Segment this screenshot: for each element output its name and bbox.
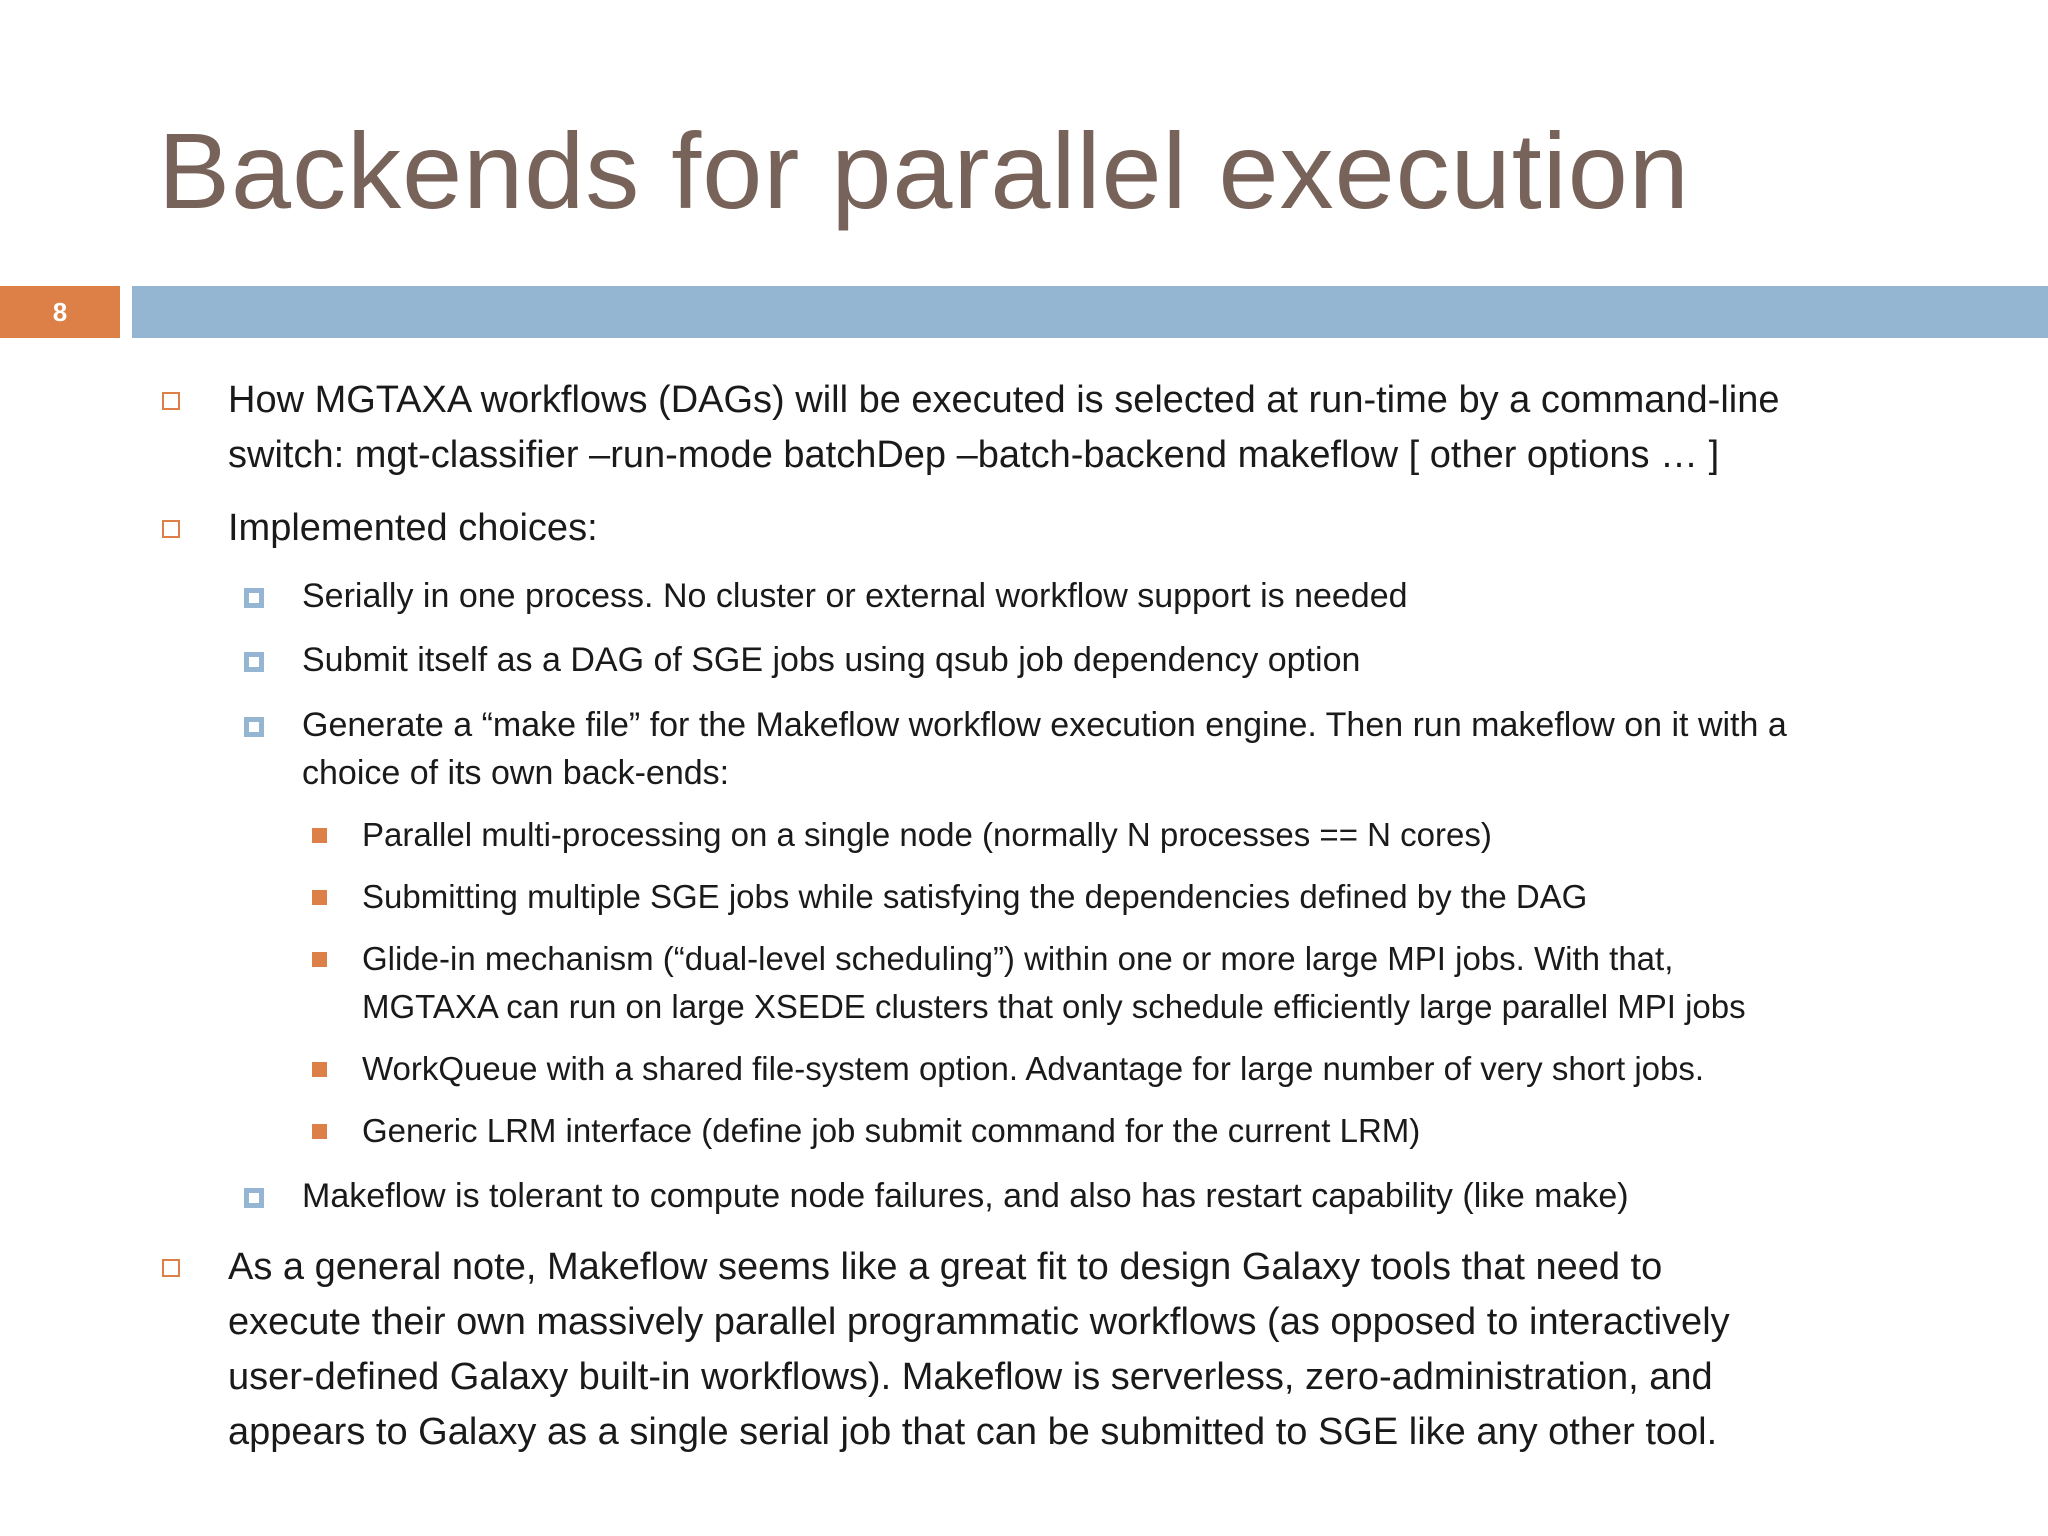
- bullet-text-line: Implemented choices:: [228, 507, 598, 549]
- subsubbullet-glide-in: [362, 935, 1746, 1031]
- bullet-text-line: Serially in one process. No cluster or external workflow support is needed: [302, 577, 1408, 615]
- square-bullet-icon: [162, 392, 180, 410]
- bullet-text-line: appears to Galaxy as a single serial job that can be submitted to SGE like any other tool.: [228, 1411, 1718, 1453]
- subsubbullet-multiprocessing: [362, 811, 1492, 859]
- slide-title: Backends for parallel execution: [158, 110, 1690, 231]
- subsubbullet-generic-lrm: [362, 1107, 1420, 1155]
- bullet-general-note: [228, 1240, 1730, 1460]
- subbullet-sge-dag: [302, 636, 1360, 684]
- slide-number: 8: [0, 286, 120, 338]
- bullet-text-line: switch: mgt-classifier –run-mode batchDep –batch-backend makeflow [ other options … ]: [228, 434, 1720, 476]
- bullet-text-line: Generate a “make file” for the Makeflow workflow execution engine. Then run makeflow on it with a: [302, 706, 1787, 744]
- square-bullet-icon: [312, 952, 327, 967]
- subsubbullet-sge-jobs: [362, 873, 1587, 921]
- bullet-text-line: As a general note, Makeflow seems like a great fit to design Galaxy tools that need to: [228, 1246, 1663, 1288]
- bullet-text-line: Submitting multiple SGE jobs while satisfying the dependencies defined by the DAG: [362, 878, 1588, 915]
- subbullet-serial: [302, 572, 1408, 620]
- bullet-text-line: user-defined Galaxy built-in workflows). Makeflow is serverless, zero-administration, and: [228, 1356, 1713, 1398]
- header-rule-bar: [132, 286, 2048, 338]
- bullet-run-mode-selection: [228, 373, 1780, 483]
- bullet-text-line: MGTAXA can run on large XSEDE clusters that only schedule efficiently large parallel MPI jobs: [362, 988, 1746, 1025]
- bullet-text-line: Makeflow is tolerant to compute node failures, and also has restart capability (like make): [302, 1177, 1629, 1215]
- square-bullet-icon: [312, 890, 327, 905]
- bullet-text-line: Submit itself as a DAG of SGE jobs using qsub job dependency option: [302, 641, 1361, 679]
- square-bullet-icon: [244, 588, 264, 608]
- subbullet-makeflow: [302, 701, 1787, 797]
- bullet-text-line: choice of its own back-ends:: [302, 754, 730, 792]
- subbullet-fault-tolerance: [302, 1172, 1629, 1220]
- square-bullet-icon: [244, 1188, 264, 1208]
- bullet-text-line: execute their own massively parallel programmatic workflows (as opposed to interactively: [228, 1301, 1730, 1343]
- square-bullet-icon: [312, 1124, 327, 1139]
- subsubbullet-workqueue: [362, 1045, 1704, 1093]
- square-bullet-icon: [312, 1062, 327, 1077]
- bullet-text-line: Glide-in mechanism (“dual-level scheduling”) within one or more large MPI jobs. With that,: [362, 940, 1674, 977]
- bullet-implemented-choices: [228, 501, 598, 556]
- square-bullet-icon: [162, 520, 180, 538]
- square-bullet-icon: [244, 652, 264, 672]
- square-bullet-icon: [312, 828, 327, 843]
- bullet-text-line: Generic LRM interface (define job submit command for the current LRM): [362, 1112, 1421, 1149]
- bullet-text-line: How MGTAXA workflows (DAGs) will be executed is selected at run-time by a command-line: [228, 379, 1780, 421]
- bullet-text-line: Parallel multi-processing on a single node (normally N processes == N cores): [362, 816, 1492, 853]
- square-bullet-icon: [244, 717, 264, 737]
- bullet-text-line: WorkQueue with a shared file-system option. Advantage for large number of very short jobs.: [362, 1050, 1705, 1087]
- square-bullet-icon: [162, 1259, 180, 1277]
